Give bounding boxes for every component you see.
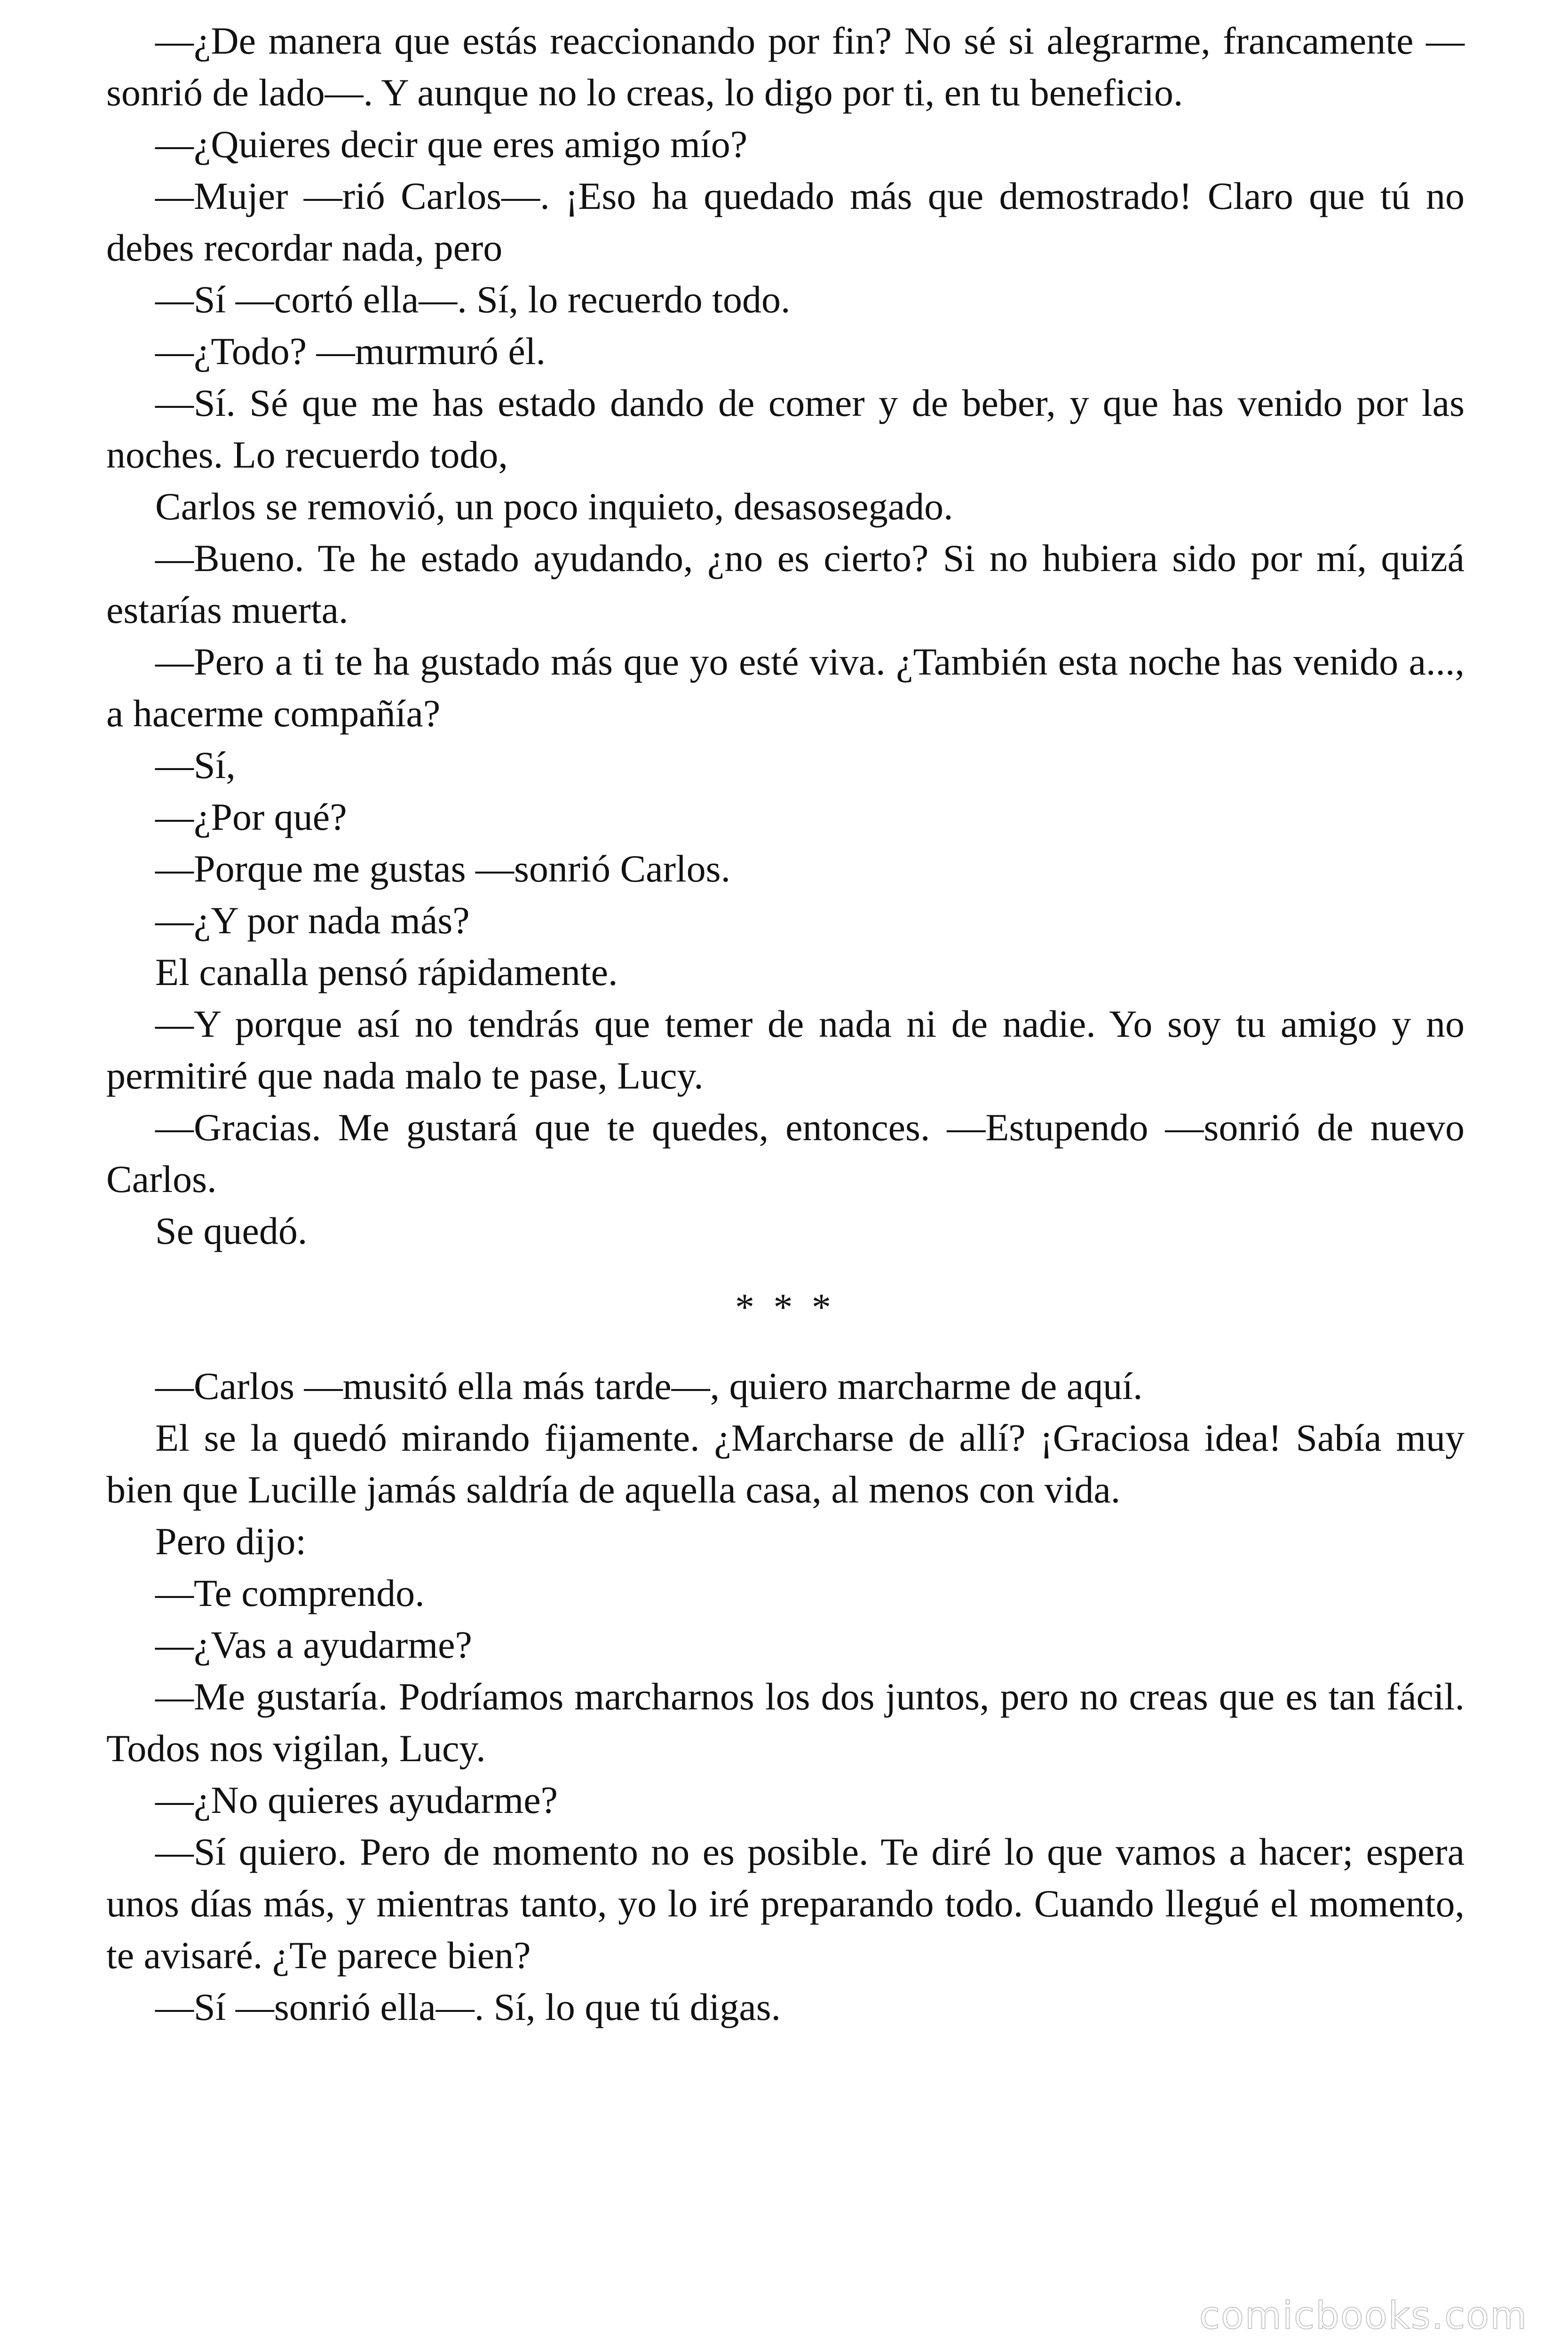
paragraph: —Gracias. Me gustará que te quedes, entonces. —Estupendo —sonrió de nuevo Carlos. — [106, 1106, 1465, 1200]
paragraph: —Te comprendo. — [155, 1572, 425, 1614]
paragraph: —¿Por qué? — [155, 795, 347, 838]
paragraph: —Sí quiero. Pero de momento no es posible. Te diré lo que vamos a hacer; espera unos días más, y mientras tanto, yo lo iré preparando todo. Cuando llegué el momento, te avisaré. ¿Te parece bien? — [106, 1830, 1465, 1977]
paragraph: —¿Y por nada más? — [155, 899, 470, 942]
paragraph: —¿Vas a ayudarme? — [155, 1623, 472, 1666]
paragraph: Pero dijo: — [155, 1520, 307, 1563]
paragraph: —¿De manera que estás reaccionando por fin? No sé si alegrarme, francamente —sonrió de lado—. Y aunque no lo creas, lo digo por ti, en tu beneficio. — [106, 19, 1465, 114]
paragraph: El se la quedó mirando fijamente. ¿Marcharse de allí? ¡Graciosa idea! Sabía muy bien que Lucille jamás saldría de aquella casa, al menos con vida. — [106, 1416, 1465, 1511]
paragraph: —Bueno. Te he estado ayudando, ¿no es cierto? Si no hubiera sido por mí, quizá estarías muerta. — [106, 537, 1465, 631]
watermark: comicbooks.com — [1199, 2294, 1528, 2337]
text-block-after-break — [106, 1360, 1465, 2033]
paragraph: —Mujer —rió Carlos—. ¡Eso ha quedado más que demostrado! Claro que tú no debes recordar nada, pero — [106, 175, 1465, 269]
paragraph: —Sí, — [155, 744, 236, 787]
paragraph: —Porque me gustas —sonrió Carlos. — [155, 847, 731, 890]
paragraph: —Sí —sonrió ella—. Sí, lo que tú digas. — [155, 1986, 781, 2028]
paragraph: —¿Todo? —murmuró él. — [155, 330, 546, 373]
page-body — [106, 15, 1465, 2033]
paragraph: —Me gustaría. Podríamos marcharnos los dos juntos, pero no creas que es tan fácil. Todos nos vigilan, Lucy. — [106, 1675, 1465, 1770]
paragraph: —Y porque así no tendrás que temer de nada ni de nadie. Yo soy tu amigo y no permitiré que nada malo te pase, Lucy. — [106, 1002, 1465, 1097]
paragraph: El canalla pensó rápidamente. — [155, 951, 618, 993]
section-break: * * * — [735, 1286, 836, 1328]
paragraph: —Sí. Sé que me has estado dando de comer y de beber, y que has venido por las noches. Lo recuerdo todo, — [106, 381, 1465, 476]
paragraph: —¿Quieres decir que eres amigo mío? — [155, 123, 748, 166]
paragraph: Carlos se removió, un poco inquieto, desasosegado. — [155, 485, 953, 528]
paragraph: —Carlos —musitó ella más tarde—, quiero marcharme de aquí. — [155, 1365, 1143, 1407]
text-block-before-break — [106, 15, 1465, 1257]
paragraph: —Pero a ti te ha gustado más que yo esté viva. ¿También esta noche has venido a..., a hacerme compañía? — [106, 640, 1465, 735]
paragraph: Se quedó. — [155, 1209, 308, 1252]
paragraph: —¿No quieres ayudarme? — [155, 1779, 558, 1821]
paragraph: —Sí —cortó ella—. Sí, lo recuerdo todo. — [155, 278, 791, 321]
